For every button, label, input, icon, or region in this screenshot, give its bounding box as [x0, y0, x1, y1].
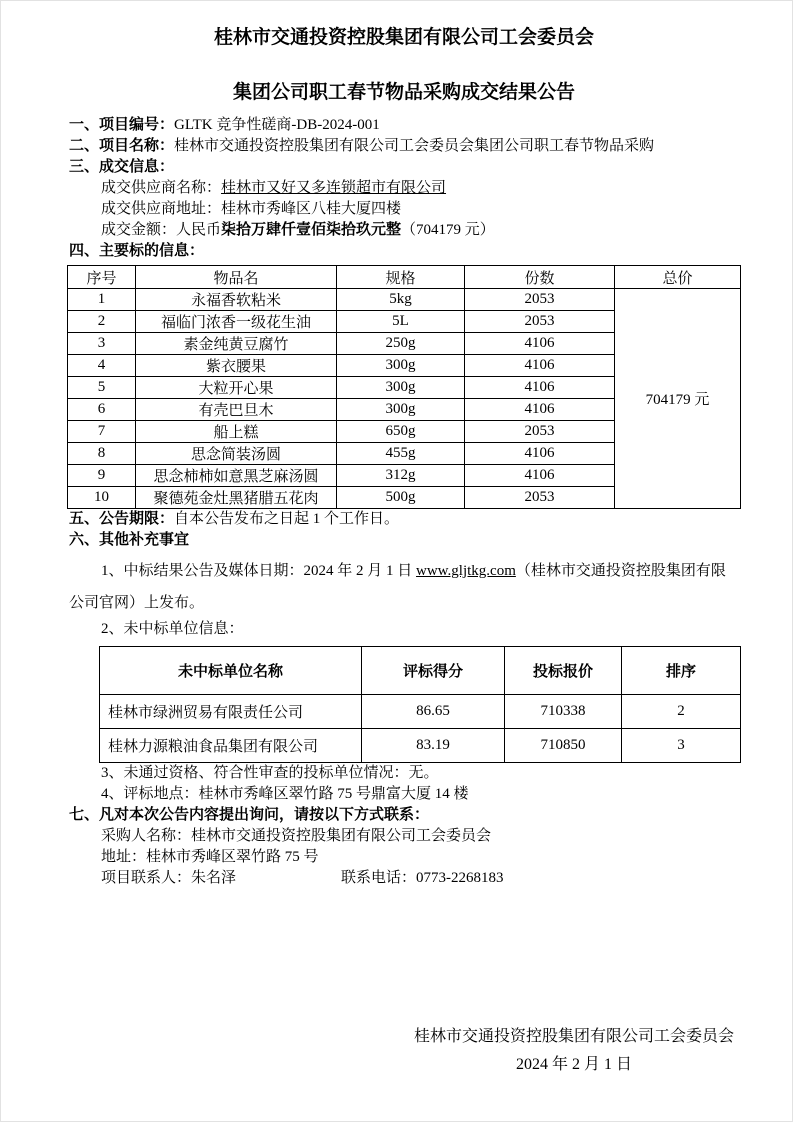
bidders-table-cell: 710338: [505, 695, 622, 729]
project-number-line: [69, 115, 739, 136]
supplier-name-line: [69, 178, 739, 199]
items-table-cell: 4106: [465, 377, 615, 399]
items-table-cell: 2053: [465, 421, 615, 443]
items-table-cell: 455g: [337, 443, 465, 465]
items-table-cell: 2: [68, 311, 136, 333]
items-table-row: [68, 289, 741, 311]
items-table-total-cell: 704179 元: [615, 289, 741, 509]
losing-bidders-table: [99, 646, 741, 763]
bidders-table-cell: 86.65: [362, 695, 505, 729]
items-table-cell: 2053: [465, 487, 615, 509]
supplier-address-value: 桂林市秀峰区八桂大厦四楼: [221, 201, 402, 217]
supplier-name-value: 桂林市又好又多连锁超市有限公司: [221, 180, 447, 196]
items-table-cell: 紫衣腰果: [136, 355, 337, 377]
items-table-cell: 5kg: [337, 289, 465, 311]
items-table-body: [68, 289, 741, 509]
notice-period-line: [69, 509, 739, 530]
items-heading: 四、主要标的信息：: [69, 243, 205, 259]
items-col-total: 总价: [615, 266, 741, 289]
evaluation-location-line: 4、评标地点：桂林市秀峰区翠竹路 75 号鼎富大厦 14 楼: [101, 786, 469, 802]
deal-amount-numeric: （704179 元）: [401, 222, 495, 238]
bidders-col-name: 未中标单位名称: [100, 647, 362, 695]
project-name-line: [69, 136, 739, 157]
bidders-table-cell: 桂林市绿洲贸易有限责任公司: [100, 695, 362, 729]
project-contact-person: 项目联系人：朱名泽: [101, 870, 237, 886]
bidders-table-body: [100, 695, 741, 763]
items-table-cell: 250g: [337, 333, 465, 355]
items-table-cell: 4106: [465, 465, 615, 487]
deal-amount-label: 成交金额：: [101, 222, 177, 238]
deal-amount-words: 柒拾万肆仟壹佰柒拾玖元整: [221, 222, 402, 238]
notice-period-label: 五、公告期限：: [69, 511, 175, 527]
unqualified-bidders-line: 3、未通过资格、符合性审查的投标单位情况：无。: [101, 765, 439, 781]
bidders-table-row: [100, 695, 741, 729]
contact-heading: 七、凡对本次公告内容提出询问，请按以下方式联系：: [69, 807, 430, 823]
signature-org: 桂林市交通投资控股集团有限公司工会委员会: [413, 1028, 734, 1045]
items-table-cell: 10: [68, 487, 136, 509]
doc-title-line1: 桂林市交通投资控股集团有限公司工会委员会: [213, 27, 594, 48]
items-table-header-row: [68, 266, 741, 289]
items-table-cell: 有壳巴旦木: [136, 399, 337, 421]
supplier-address-label: 成交供应商地址：: [101, 201, 222, 217]
bidders-col-price: 投标报价: [505, 647, 622, 695]
bidders-table-cell: 桂林力源粮油食品集团有限公司: [100, 729, 362, 763]
items-table-cell: 300g: [337, 377, 465, 399]
items-table-cell: 1: [68, 289, 136, 311]
items-table-cell: 船上糕: [136, 421, 337, 443]
bidders-table-header-row: [100, 647, 741, 695]
losing-bidders-heading: 2、未中标单位信息：: [101, 621, 244, 637]
award-publication-prefix: 1、中标结果公告及媒体日期：2024 年 2 月 1 日: [101, 563, 417, 579]
items-table-cell: 4106: [465, 333, 615, 355]
contact-phone: 联系电话：0773-2268183: [341, 870, 504, 886]
buyer-address-line: 地址：桂林市秀峰区翠竹路 75 号: [101, 849, 319, 865]
bidders-table-row: [100, 729, 741, 763]
items-table-cell: 312g: [337, 465, 465, 487]
items-table-cell: 9: [68, 465, 136, 487]
items-table-cell: 2053: [465, 311, 615, 333]
items-table-cell: 永福香软粘米: [136, 289, 337, 311]
deal-amount-line: [69, 220, 739, 241]
items-col-spec: 规格: [337, 266, 465, 289]
buyer-name-line: 采购人名称：桂林市交通投资控股集团有限公司工会委员会: [101, 828, 492, 844]
items-table-cell: 素金纯黄豆腐竹: [136, 333, 337, 355]
signature-date: 2024 年 2 月 1 日: [515, 1056, 632, 1073]
project-name-label: 二、项目名称：: [69, 138, 175, 154]
bidders-col-score: 评标得分: [362, 647, 505, 695]
signature-block: [414, 1023, 734, 1079]
items-table-cell: 思念简装汤圆: [136, 443, 337, 465]
items-table-cell: 福临门浓香一级花生油: [136, 311, 337, 333]
deal-info-heading: 三、成交信息：: [69, 159, 175, 175]
items-table-cell: 思念柿柿如意黑芝麻汤圆: [136, 465, 337, 487]
project-name-value: 桂林市交通投资控股集团有限公司工会委员会集团公司职工春节物品采购: [174, 138, 655, 154]
award-publication-suffix: （桂林市交通投资控股集团有限公司官网）上发布。: [69, 563, 726, 611]
items-table-cell: 5L: [337, 311, 465, 333]
items-table-cell: 大粒开心果: [136, 377, 337, 399]
items-col-count: 份数: [465, 266, 615, 289]
items-table-cell: 300g: [337, 355, 465, 377]
deal-amount-prefix: 人民币: [176, 222, 222, 238]
items-table-cell: 2053: [465, 289, 615, 311]
bidders-table-cell: 710850: [505, 729, 622, 763]
bidders-table-cell: 3: [622, 729, 741, 763]
bidders-table-cell: 2: [622, 695, 741, 729]
items-table-cell: 聚德苑金灶黑猪腊五花肉: [136, 487, 337, 509]
contact-row: [69, 868, 739, 889]
items-table-cell: 7: [68, 421, 136, 443]
doc-title-line2: 集团公司职工春节物品采购成交结果公告: [232, 82, 575, 103]
items-table-cell: 3: [68, 333, 136, 355]
official-website-link[interactable]: www.gljtkg.com: [416, 563, 516, 579]
supplementary-heading: 六、其他补充事宜: [69, 532, 190, 548]
items-table-cell: 4106: [465, 399, 615, 421]
project-number-value: GLTK 竞争性磋商-DB-2024-001: [174, 117, 380, 133]
items-table: [67, 265, 741, 509]
award-publication-line: [69, 555, 739, 619]
items-table-cell: 4: [68, 355, 136, 377]
items-col-name: 物品名: [136, 266, 337, 289]
supplier-name-label: 成交供应商名称：: [101, 180, 222, 196]
items-table-cell: 6: [68, 399, 136, 421]
items-table-cell: 4106: [465, 443, 615, 465]
items-table-cell: 500g: [337, 487, 465, 509]
bidders-table-cell: 83.19: [362, 729, 505, 763]
items-table-cell: 650g: [337, 421, 465, 443]
items-table-cell: 4106: [465, 355, 615, 377]
items-table-cell: 5: [68, 377, 136, 399]
notice-period-value: 自本公告发布之日起 1 个工作日。: [174, 511, 400, 527]
bidders-col-rank: 排序: [622, 647, 741, 695]
items-table-cell: 8: [68, 443, 136, 465]
items-table-cell: 300g: [337, 399, 465, 421]
project-number-label: 一、项目编号：: [69, 117, 175, 133]
items-col-index: 序号: [68, 266, 136, 289]
supplier-address-line: [69, 199, 739, 220]
